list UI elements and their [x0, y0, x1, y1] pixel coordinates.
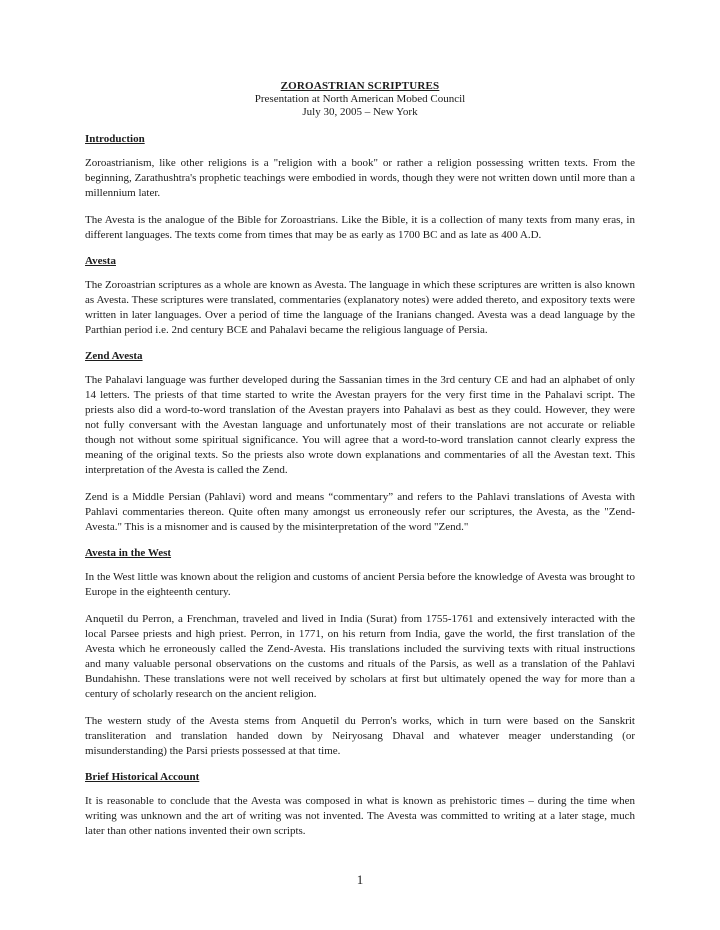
paragraph: Zoroastrianism, like other religions is a "religion with a book" or rather a religion possessing written texts. From the beginning, Zarathushtra's prophetic teachings were embodied in words, though they were not written down until more than a millennium later.: [85, 157, 635, 199]
section-introduction: [85, 133, 635, 243]
document-title: ZOROASTRIAN SCRIPTURES: [280, 80, 440, 92]
paragraph: The Zoroastrian scriptures as a whole are known as Avesta. The language in which these scriptures are written is also known as Avesta. These scriptures were translated, commentaries (explanatory notes) were added thereto, and expository texts were written in later languages. Over a period of time the language of the Iranians changed. Avesta was a dead language by the Parthian period i.e. 2nd century BCE and Pahalavi became the religious language of Persia.: [85, 279, 635, 336]
section-avesta: [85, 255, 635, 338]
document-header: [85, 80, 635, 119]
paragraph: Anquetil du Perron, a Frenchman, traveled and lived in India (Surat) from 1755-1761 and extensively interacted with the local Parsee priests and high priest. Perron, in 1771, on his return from India, gave the world, the first translation of the Avesta which he erroneously called the Zend-Avesta. His translations included the surviving texts with ritual instructions and many valuable personal observations on the customs and rituals of the Parsis, as well as a translation of the Pahlavi Bundahishn. These translations were not well received by scholars at first but ultimately opened the way for more than a century of scholarly research on the ancient religion.: [85, 613, 635, 700]
paragraph: It is reasonable to conclude that the Avesta was composed in what is known as prehistoric times – during the time when writing was unknown and the art of writing was not invented. The Avesta was committed to writing at a later stage, much later than other nations invented their own scripts.: [85, 795, 635, 837]
paragraph: The Pahalavi language was further developed during the Sassanian times in the 3rd century CE and had an alphabet of only 14 letters. The priests of that time started to write the Avestan prayers for the very first time in the Pahalavi script. The priests also did a word-to-word translation of the Avestan prayers into Pahalavi as best as they could. However, they were not fully conversant with the Avestan language and unfortunately most of their translations are not accurate or reliable though not without some spiritual significance. You will agree that a word-to-word translation cannot clearly express the meaning of the original texts. So the priests also wrote down explanations and commentaries of all the Avestan text. This interpretation of the Avesta is called the Zend.: [85, 374, 635, 476]
section-brief-historical-account: [85, 771, 635, 839]
paragraph: The Avesta is the analogue of the Bible for Zoroastrians. Like the Bible, it is a collection of many texts from many eras, in different languages. The texts come from times that may be as early as 1700 BC and as late as 400 A.D.: [85, 214, 635, 241]
section-heading: Introduction: [85, 133, 145, 145]
section-heading: Brief Historical Account: [85, 771, 200, 783]
page-number: 1: [356, 872, 364, 887]
section-heading: Avesta: [85, 255, 116, 267]
section-zend-avesta: [85, 350, 635, 535]
section-heading: Avesta in the West: [85, 547, 172, 559]
paragraph: In the West little was known about the religion and customs of ancient Persia before the knowledge of Avesta was brought to Europe in the eighteenth century.: [85, 571, 635, 598]
section-avesta-in-the-west: [85, 547, 635, 759]
document-date-line: July 30, 2005 – New York: [302, 106, 418, 118]
paragraph: Zend is a Middle Persian (Pahlavi) word and means “commentary” and refers to the Pahlavi translations of Avesta with Pahlavi commentaries thereon. Quite often many amongst us erroneously refer our scriptures, the Avesta, as the "Zend-Avesta." This is a misnomer and is caused by the misinterpretation of the word "Zend.": [85, 491, 635, 533]
document-subtitle: Presentation at North American Mobed Council: [254, 93, 466, 105]
section-heading: Zend Avesta: [85, 350, 143, 362]
paragraph: The western study of the Avesta stems from Anquetil du Perron's works, which in turn were based on the Sanskrit transliteration and translation handed down by Neiryosang Dhaval and whatever meager understanding (or misunderstanding) the Parsi priests possessed at that time.: [85, 715, 635, 757]
